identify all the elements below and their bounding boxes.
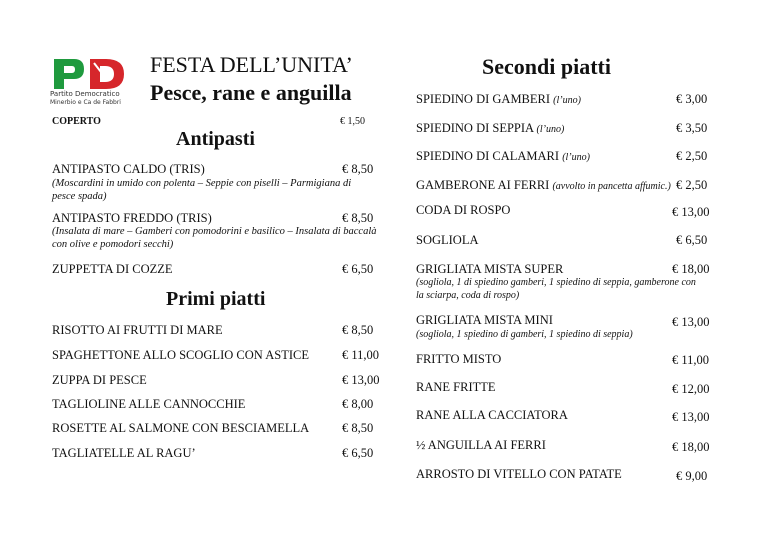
logo-line1: Partito Democratico	[50, 90, 120, 98]
menu-item-extra: (l’uno)	[553, 95, 581, 106]
menu-item-price: € 11,00	[342, 348, 380, 362]
menu-item-note: (Insalata di mare – Gamberi con pomodorini e basilico – Insalata di baccalà con olive e pomodori secchi)	[52, 226, 377, 250]
coperto-price: € 1,50	[340, 116, 365, 127]
logo-line2: Minerbio e Ca de Fabbri	[50, 99, 121, 106]
menu-item-price: € 18,00	[672, 262, 710, 276]
menu-item-price: € 18,00	[672, 440, 710, 454]
menu-item-name: GAMBERONE AI FERRI (avvolto in pancetta affumic.)	[416, 178, 671, 192]
menu-item-name: TAGLIOLINE ALLE CANNOCCHIE	[52, 397, 246, 411]
menu-item-price: € 8,50	[342, 323, 374, 337]
menu-item-name: ½ ANGUILLA AI FERRI	[416, 438, 546, 452]
menu-item-price: € 6,50	[342, 262, 374, 276]
menu-item-name: RISOTTO AI FRUTTI DI MARE	[52, 323, 223, 337]
menu-item-extra: (avvolto in pancetta affumic.)	[552, 181, 671, 192]
menu-item-name: SPIEDINO DI SEPPIA (l’uno)	[416, 121, 565, 135]
page-subtitle: Pesce, rane e anguilla	[150, 80, 352, 105]
menu-item-name: SOGLIOLA	[416, 233, 479, 247]
menu-item-name: ANTIPASTO FREDDO (TRIS)	[52, 211, 212, 225]
menu-item-name: SPIEDINO DI CALAMARI (l’uno)	[416, 149, 590, 163]
menu-item-name: TAGLIATELLE AL RAGU’	[52, 446, 196, 460]
menu-item-note: (sogliola, 1 di spiedino gamberi, 1 spiedino di seppia, gamberone con la sciarpa, coda di rospo)	[416, 277, 696, 301]
coperto-label: COPERTO	[52, 116, 101, 127]
menu-item-name: GRIGLIATA MISTA SUPER	[416, 262, 564, 276]
menu-item-price: € 13,00	[672, 315, 710, 329]
section-title-primi: Primi piatti	[166, 288, 266, 310]
menu-item-name: GRIGLIATA MISTA MINI	[416, 313, 553, 327]
menu-item-price: € 6,50	[676, 233, 708, 247]
menu-item-name: ROSETTE AL SALMONE CON BESCIAMELLA	[52, 421, 310, 435]
menu-item-name: ANTIPASTO CALDO (TRIS)	[52, 162, 205, 176]
menu-item-price: € 2,50	[676, 178, 708, 192]
menu-item-note: (Moscardini in umido con polenta – Seppie con piselli – Parmigiana di pesce spada)	[52, 178, 352, 202]
menu-item-price: € 8,00	[342, 397, 374, 411]
section-title-secondi: Secondi piatti	[482, 54, 611, 79]
menu-item-price: € 13,00	[672, 410, 710, 424]
menu-item-name: ZUPPETTA DI COZZE	[52, 262, 173, 276]
menu-item-price: € 6,50	[342, 446, 374, 460]
menu-item-name: ZUPPA DI PESCE	[52, 373, 147, 387]
menu-item-price: € 8,50	[342, 162, 374, 176]
page-title: FESTA DELL’UNITA’	[150, 52, 353, 77]
menu-item-name: RANE FRITTE	[416, 380, 496, 394]
menu-item-price: € 12,00	[672, 382, 710, 396]
menu-item-name: FRITTO MISTO	[416, 352, 502, 366]
menu-item-name: SPAGHETTONE ALLO SCOGLIO CON ASTICE	[52, 348, 309, 362]
menu-item-price: € 2,50	[676, 149, 708, 163]
menu-item-extra: (l’uno)	[536, 124, 565, 135]
menu-item-price: € 8,50	[342, 211, 374, 225]
menu-item-price: € 9,00	[676, 469, 708, 483]
menu-item-name: SPIEDINO DI GAMBERI (l’uno)	[416, 92, 581, 106]
menu-item-name: ARROSTO DI VITELLO CON PATATE	[416, 467, 622, 481]
menu-item-note: (sogliola, 1 spiedino di gamberi, 1 spiedino di seppia)	[416, 329, 633, 340]
menu-item-extra: (l’uno)	[562, 152, 590, 163]
menu-item-price: € 3,50	[676, 121, 708, 135]
section-title-antipasti: Antipasti	[176, 128, 255, 150]
menu-item-price: € 8,50	[342, 421, 374, 435]
menu-item-price: € 13,00	[342, 373, 380, 387]
menu-item-price: € 3,00	[676, 92, 708, 106]
menu-item-name: CODA DI ROSPO	[416, 203, 511, 217]
menu-item-name: RANE ALLA CACCIATORA	[416, 408, 568, 422]
menu-item-price: € 13,00	[672, 205, 710, 219]
menu-item-price: € 11,00	[672, 353, 710, 367]
